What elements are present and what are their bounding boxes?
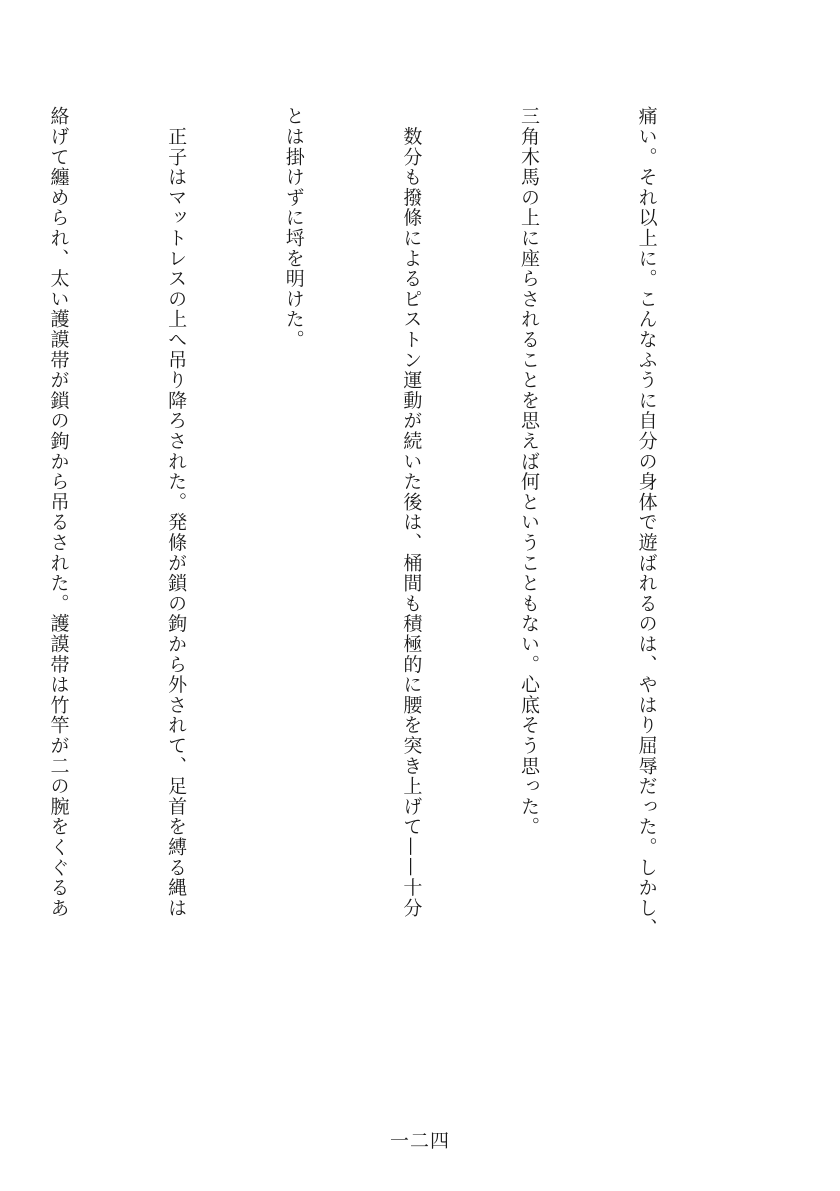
vertical-text-body [44, 106, 744, 1006]
text-line: 正子はマットレスの上へ吊り降ろされた。発條が鎖の鉤から外されて、足首を縛る縄は [165, 106, 188, 918]
text-line: とは掛けずに埒を明けた。 [282, 106, 305, 350]
text-line: 数分も撥條によるピストン運動が続いた後は、桶間も積極的に腰を突き上げて——十分 [400, 106, 423, 918]
text-line: 痛い。それ以上に。こんなふうに自分の身体で遊ばれるのは、やはり屈辱だった。しかし、 [635, 106, 658, 939]
page-number: 一二四 [389, 1130, 450, 1152]
text-line: 三角木馬の上に座らされることを思えば何ということもない。心底そう思った。 [517, 106, 540, 837]
text-line: 絡げて纏められ、太い護謨帯が鎖の鉤から吊るされた。護謨帯は竹竿が二の腕をくぐるあ [47, 106, 70, 918]
